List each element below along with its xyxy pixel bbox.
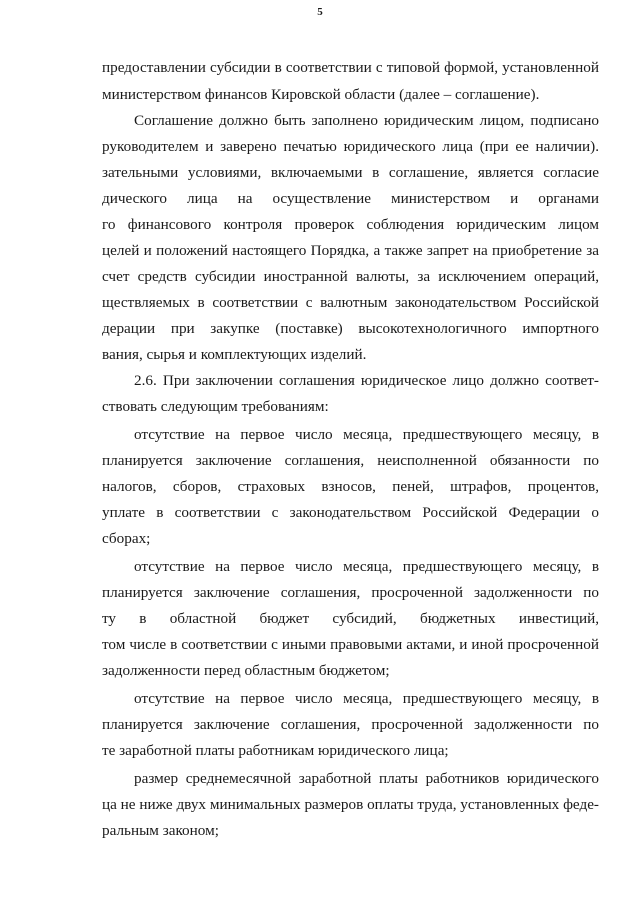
text-line: го финансового контроля проверок соблюдения юридическим лицом: [102, 216, 599, 233]
text-line: сборах;: [102, 530, 151, 547]
text-line: ствовать следующим требованиям:: [102, 398, 329, 415]
page-number: 5: [317, 6, 323, 18]
text-line: планируется заключение соглашения, неисполненной обязанности по: [102, 452, 599, 469]
text-line: планируется заключение соглашения, просроченной задолженности по: [102, 716, 599, 733]
text-line: предоставлении субсидии в соответствии с типовой формой, установленной: [102, 59, 599, 76]
text-line: зательными условиями, включаемыми в соглашение, является согласие: [102, 164, 599, 181]
text-line: отсутствие на первое число месяца, предшествующего месяцу, в: [134, 690, 599, 707]
text-line: 2.6. При заключении соглашения юридическое лицо должно соответ-: [134, 372, 599, 389]
text-line: ту в областной бюджет субсидий, бюджетных инвестиций,: [102, 610, 599, 627]
text-line: отсутствие на первое число месяца, предшествующего месяцу, в: [134, 558, 599, 575]
text-line: вания, сырья и комплектующих изделий.: [102, 346, 367, 363]
text-line: том числе в соответствии с иными правовыми актами, и иной просроченной: [102, 636, 599, 653]
text-line: ральным законом;: [102, 822, 219, 839]
text-line: счет средств субсидии иностранной валюты, за исключением операций,: [102, 268, 599, 285]
text-line: планируется заключение соглашения, просроченной задолженности по: [102, 584, 599, 601]
text-line: уплате в соответствии с законодательством Российской Федерации о: [102, 504, 599, 521]
text-line: Соглашение должно быть заполнено юридическим лицом, подписано: [134, 112, 599, 129]
text-line: размер среднемесячной заработной платы работников юридического: [134, 770, 599, 787]
text-line: задолженности перед областным бюджетом;: [102, 662, 390, 679]
text-line: целей и положений настоящего Порядка, а также запрет на приобретение за: [102, 242, 599, 259]
text-line: ществляемых в соответствии с валютным законодательством Российской: [102, 294, 599, 311]
text-line: ца не ниже двух минимальных размеров оплаты труда, установленных феде-: [102, 796, 599, 813]
text-line: министерством финансов Кировской области (далее – соглашение).: [102, 86, 540, 103]
text-line: дического лица на осуществление министерством и органами: [102, 190, 599, 207]
text-line: налогов, сборов, страховых взносов, пеней, штрафов, процентов,: [102, 478, 599, 495]
text-line: отсутствие на первое число месяца, предшествующего месяцу, в: [134, 426, 599, 443]
text-line: те заработной платы работникам юридического лица;: [102, 742, 449, 759]
text-line: руководителем и заверено печатью юридического лица (при ее наличии).: [102, 138, 599, 155]
text-line: дерации при закупке (поставке) высокотехнологичного импортного: [102, 320, 599, 337]
